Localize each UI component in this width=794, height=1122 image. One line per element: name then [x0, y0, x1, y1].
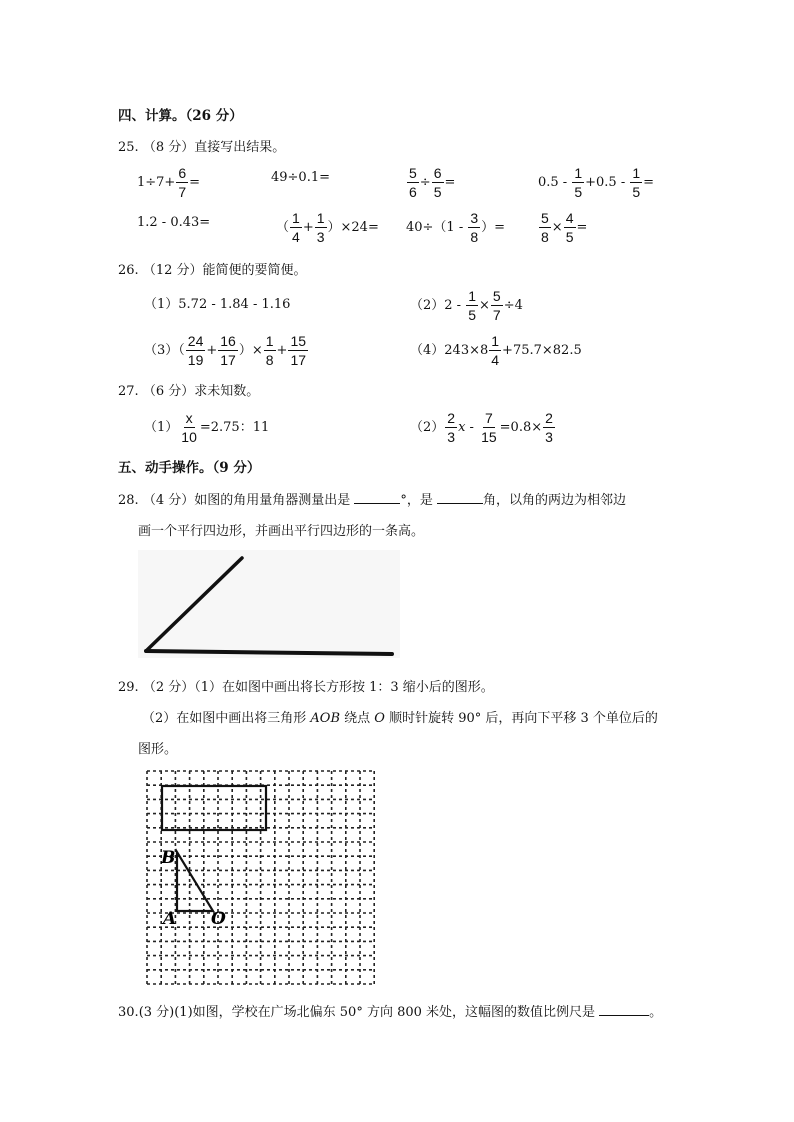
point-a-label: A — [163, 909, 177, 929]
question-number: 29. — [118, 680, 139, 695]
section-4-title: 四、计算。（26 分） — [118, 108, 243, 124]
question-25-header — [118, 136, 285, 155]
answer-blank[interactable] — [354, 491, 400, 504]
q26-part-3: （3）（ $\frac{24}{19}$ + $\frac{16}{17}$ ）× $\frac{1}{8}$ + $\frac{15}{17}$ — [144, 333, 307, 368]
question-number: 27. — [118, 384, 139, 399]
q25-item-f: （ $\frac{1}{4}$ + $\frac{1}{3}$ ）×24= — [276, 210, 379, 245]
q27-part-2: （2） $\frac{2}{3}$ x - $\frac{7}{15}$ =0.8× $\frac{2}{3}$ — [410, 410, 553, 445]
point-o-label: O — [211, 909, 226, 929]
question-number: 25. — [118, 140, 139, 155]
answer-blank[interactable] — [437, 491, 483, 504]
fraction: $\frac{7}{15}$ — [481, 410, 497, 445]
fraction: $\frac{1}{5}$ — [632, 165, 641, 200]
fraction: $\frac{1}{8}$ — [265, 333, 274, 368]
question-number: 26. — [118, 263, 139, 278]
dashed-grid — [147, 771, 374, 984]
answer-blank[interactable] — [599, 1003, 649, 1016]
q26-part-4: （4）243×8 $\frac{1}{4}$ +75.7×82.5 — [410, 333, 582, 368]
q25-item-g: 40÷（1 - $\frac{3}{8}$ ）= — [406, 210, 506, 245]
q26-part-1: （1）5.72 - 1.84 - 1.16 — [144, 297, 291, 312]
fraction: $\frac{1}{5}$ — [468, 288, 476, 323]
question-28-line-1: 28. （4 分）如图的角用量角器测量出是 °，是 角，以角的两边为相邻边 — [118, 493, 627, 508]
q27-part-1: （1） $\frac{x}{10}$ =2.75：11 — [144, 410, 270, 445]
fraction: $\frac{6}{5}$ — [433, 165, 442, 200]
triangle-aob — [177, 852, 213, 911]
q25-item-c: $\frac{5}{6}$ ÷ $\frac{6}{5}$ = — [409, 165, 456, 200]
fraction: $\frac{15}{17}$ — [290, 333, 307, 368]
question-29-line-2: （2）在如图中画出将三角形 AOB 绕点 O 顺时针旋转 90° 后，再向下平移 3 个单位后的 — [142, 711, 658, 726]
fraction: $\frac{6}{7}$ — [178, 165, 187, 200]
q25-item-h: $\frac{5}{8}$ × $\frac{4}{5}$ = — [541, 210, 588, 245]
fraction: $\frac{2}{3}$ — [447, 410, 456, 445]
fraction: $\frac{4}{5}$ — [565, 210, 574, 245]
section-5-title: 五、动手操作。（9 分） — [118, 460, 261, 476]
q25-item-b: 49÷0.1= — [271, 170, 331, 185]
question-number: 28. — [118, 493, 139, 508]
question-28-line-2: 画一个平行四边形，并画出平行四边形的一条高。 — [138, 524, 425, 539]
fraction: $\frac{16}{17}$ — [220, 333, 236, 368]
grid-figure — [141, 766, 383, 988]
fraction: $\frac{3}{8}$ — [470, 210, 479, 245]
fraction: $\frac{5}{8}$ — [541, 210, 549, 245]
fraction: $\frac{5}{7}$ — [492, 288, 501, 323]
question-29-line-3: 图形。 — [138, 742, 178, 757]
question-points: （8 分）直接写出结果。 — [142, 140, 286, 155]
point-b-label: B — [161, 848, 176, 868]
fraction: $\frac{x}{10}$ — [181, 410, 197, 445]
q25-item-e: 1.2 - 0.43= — [137, 215, 211, 230]
fraction: $\frac{1}{4}$ — [491, 333, 500, 368]
q25-item-d: 0.5 - $\frac{1}{5}$ +0.5 - $\frac{1}{5}$ = — [538, 165, 655, 200]
question-30-line-1: 30.(3 分)(1)如图，学校在广场北偏东 50° 方向 800 米处，这幅图的数值比例尺是 。 — [118, 1005, 663, 1020]
fraction: $\frac{24}{19}$ — [187, 333, 204, 368]
fraction: $\frac{5}{6}$ — [409, 165, 417, 200]
fraction: $\frac{1}{3}$ — [316, 210, 325, 245]
angle-figure-background — [138, 550, 400, 658]
angle-figure — [138, 550, 400, 658]
fraction: $\frac{1}{4}$ — [292, 210, 300, 245]
question-points: （6 分）求未知数。 — [142, 384, 260, 399]
rectangle-shape — [162, 786, 266, 830]
q25-item-a: 1÷7+ $\frac{6}{7}$ = — [137, 165, 201, 200]
fraction: $\frac{2}{3}$ — [545, 410, 553, 445]
fraction: $\frac{1}{5}$ — [574, 165, 583, 200]
question-26-header — [118, 259, 307, 278]
question-27-header — [118, 380, 259, 399]
q26-part-2: （2）2 - $\frac{1}{5}$ × $\frac{5}{7}$ ÷4 — [410, 288, 523, 323]
question-number: 30. — [118, 1005, 139, 1020]
question-points: （12 分）能简便的要简便。 — [142, 263, 307, 278]
question-29-line-1: 29. （2 分）（1）在如图中画出将长方形按 1：3 缩小后的图形。 — [118, 680, 494, 695]
